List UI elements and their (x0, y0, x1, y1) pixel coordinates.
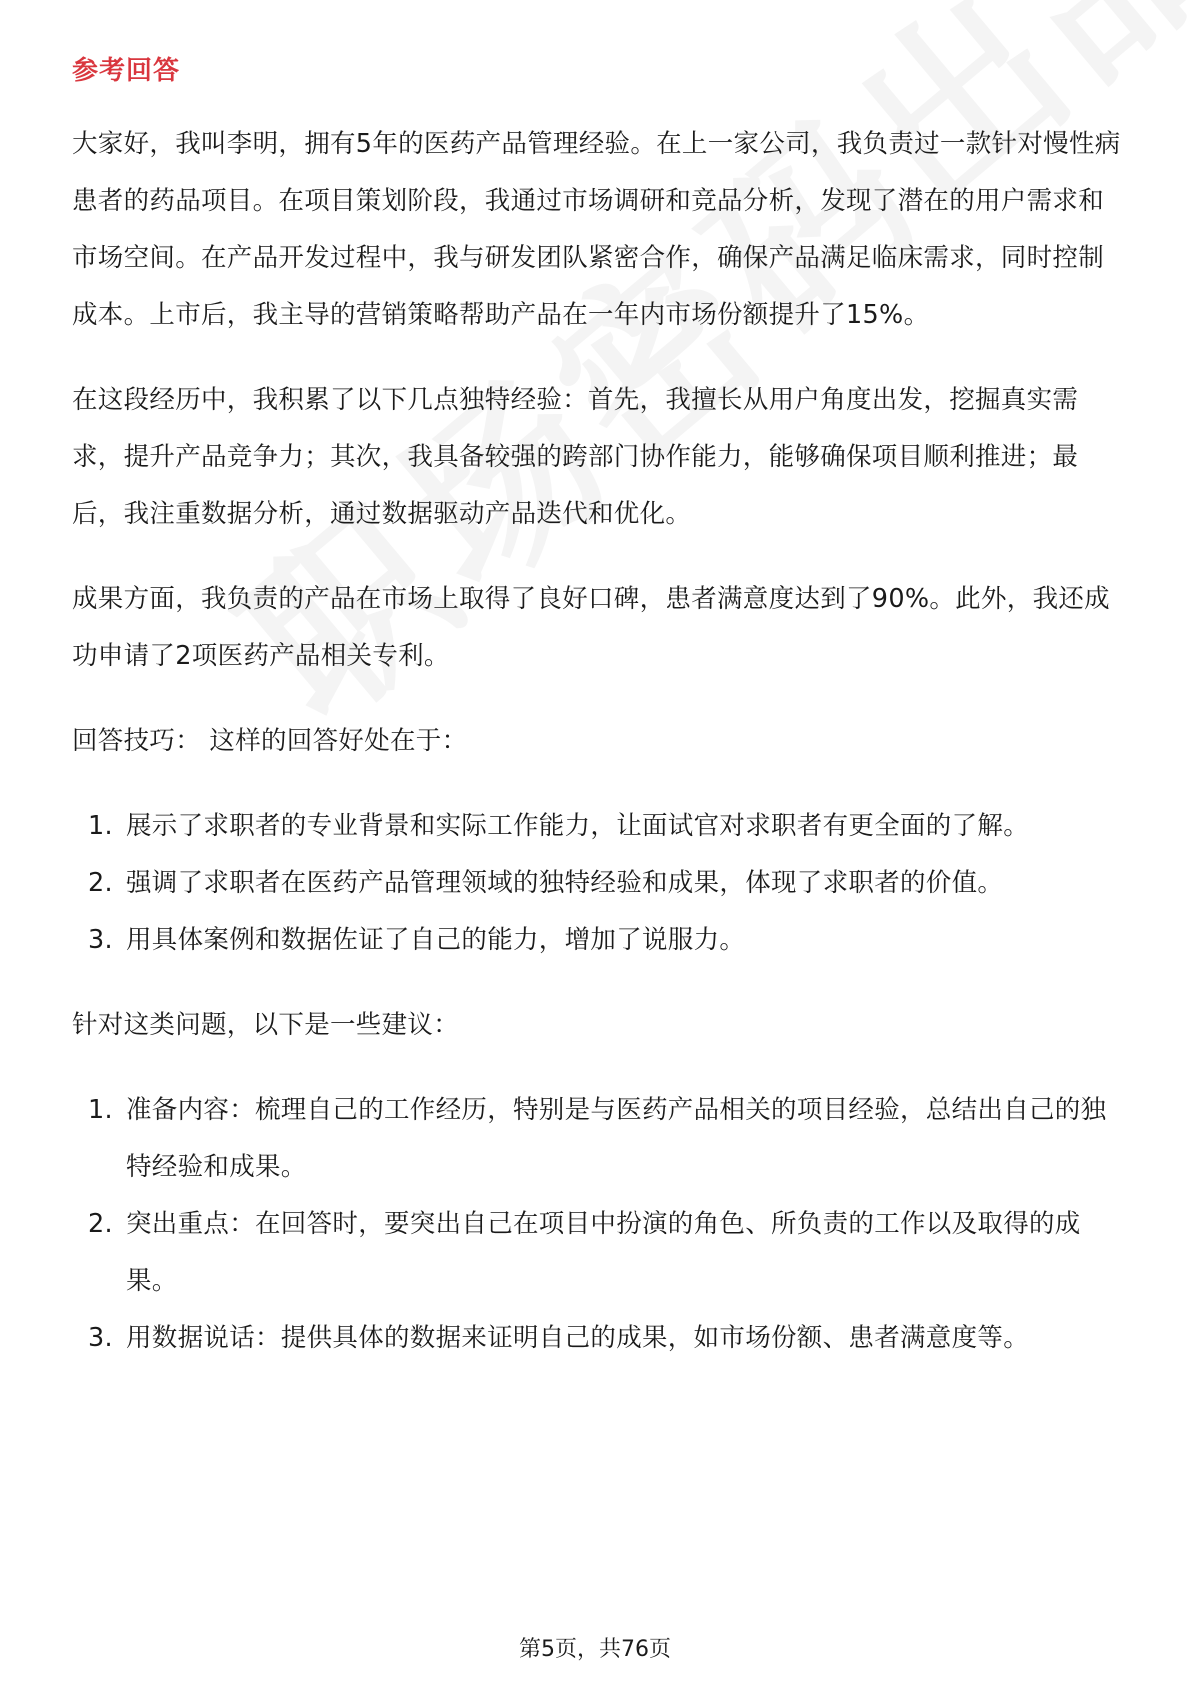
list-text: 用具体案例和数据佐证了自己的能力，增加了说服力。 (126, 925, 746, 955)
list-item (72, 912, 1122, 969)
list-item (72, 1310, 1122, 1367)
list-number: 3. (88, 925, 113, 955)
list-number: 2. (88, 868, 113, 898)
list-text: 用数据说话：提供具体的数据来证明自己的成果，如市场份额、患者满意度等。 (126, 1323, 1030, 1353)
list-text: 准备内容：梳理自己的工作经历，特别是与医药产品相关的项目经验，总结出自己的独特经验和成果。 (126, 1095, 1107, 1182)
list-text: 强调了求职者在医药产品管理领域的独特经验和成果，体现了求职者的价值。 (126, 868, 1004, 898)
list-number: 1. (88, 1095, 113, 1125)
intro-paragraph: 大家好，我叫李明，拥有5年的医药产品管理经验。在上一家公司，我负责过一款针对慢性病患者的药品项目。在项目策划阶段，我通过市场调研和竞品分析，发现了潜在的用户需求和市场空间。在产品开发过程中，我与研发团队紧密合作，确保产品满足临床需求，同时控制成本。上市后，我主导的营销策略帮助产品在一年内市场份额提升了15%。 (72, 129, 1121, 330)
list-item (72, 1196, 1122, 1310)
list-item (72, 798, 1122, 855)
experience-paragraph: 在这段经历中，我积累了以下几点独特经验：首先，我擅长从用户角度出发，挖掘真实需求，提升产品竞争力；其次，我具备较强的跨部门协作能力，能够确保项目顺利推进；最后，我注重数据分析，通过数据驱动产品迭代和优化。 (72, 385, 1079, 529)
advice-intro: 针对这类问题，以下是一些建议： (72, 1010, 460, 1040)
tips-intro: 回答技巧： 这样的回答好处在于： (72, 726, 468, 756)
list-number: 2. (88, 1209, 113, 1239)
list-item (72, 1082, 1122, 1196)
document-body (72, 116, 1122, 1395)
list-item (72, 855, 1122, 912)
list-text: 展示了求职者的专业背景和实际工作能力，让面试官对求职者有更全面的了解。 (126, 811, 1030, 841)
advice-list (72, 1082, 1122, 1367)
results-paragraph: 成果方面，我负责的产品在市场上取得了良好口碑，患者满意度达到了90%。此外，我还成功申请了2项医药产品相关专利。 (72, 584, 1110, 671)
tips-list (72, 798, 1122, 969)
list-text: 突出重点：在回答时，要突出自己在项目中扮演的角色、所负责的工作以及取得的成果。 (126, 1209, 1081, 1296)
section-title: 参考回答 (72, 56, 181, 86)
page-number: 第5页，共76页 (519, 1637, 671, 1662)
list-number: 1. (88, 811, 113, 841)
list-number: 3. (88, 1323, 113, 1353)
